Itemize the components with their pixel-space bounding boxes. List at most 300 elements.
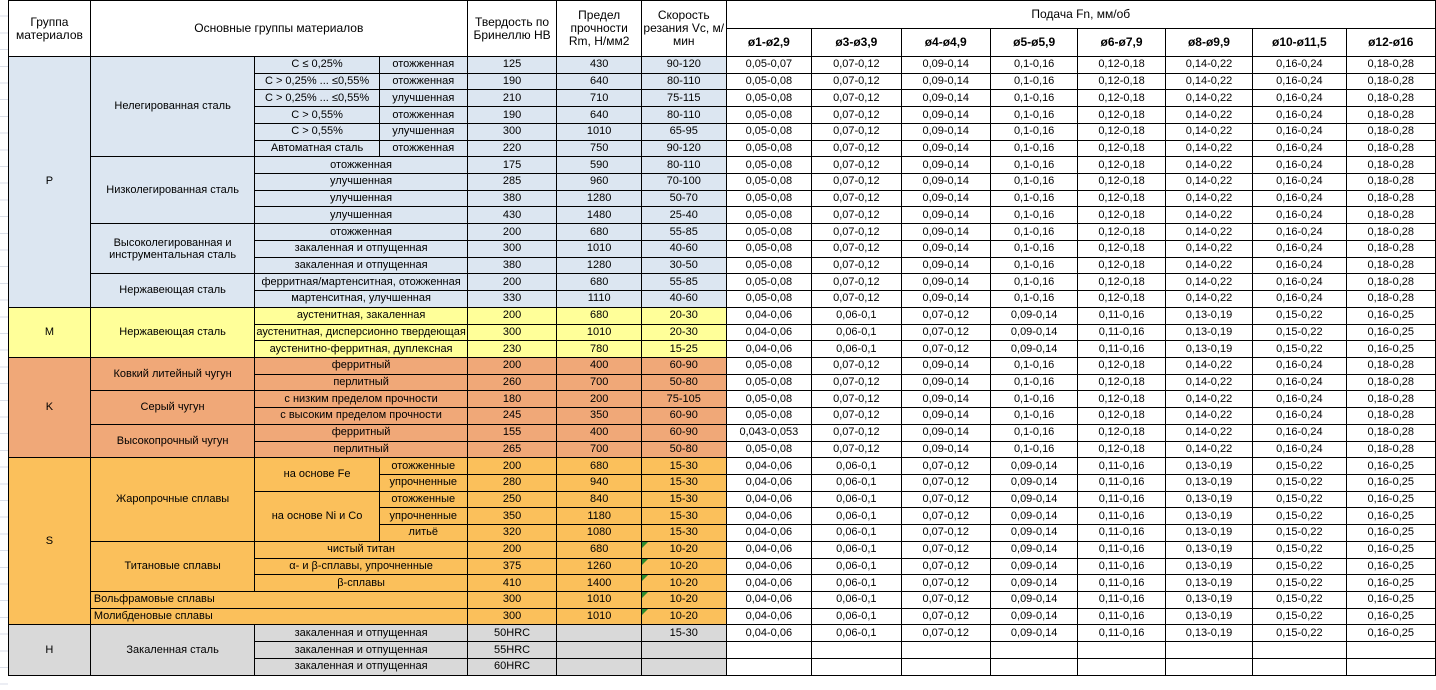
cell-feed bbox=[1078, 90, 1165, 107]
cell-hardness bbox=[467, 642, 557, 659]
cell-feed-text: 0,18-0,28 bbox=[1367, 292, 1414, 305]
cell-feed-text: 0,05-0,08 bbox=[745, 192, 793, 205]
cell-material bbox=[379, 57, 467, 74]
cell-feed bbox=[1165, 190, 1252, 207]
col-header-feed-diameter-text: ø10-ø11,5 bbox=[1272, 35, 1327, 49]
cell-feed-text: 0,06-0,1 bbox=[836, 309, 877, 322]
cell-feed bbox=[901, 608, 990, 625]
cell-feed bbox=[1165, 57, 1252, 74]
cell-feed bbox=[990, 508, 1077, 525]
cell-feed-text: 0,16-0,25 bbox=[1367, 526, 1414, 539]
cell-cutting-speed-text: 15-25 bbox=[669, 342, 698, 355]
cell-feed-text: 0,16-0,24 bbox=[1276, 58, 1323, 71]
cell-feed bbox=[901, 658, 990, 675]
cell-feed-text: 0,15-0,22 bbox=[1276, 509, 1323, 522]
cell-hardness bbox=[467, 525, 557, 542]
cell-material bbox=[255, 307, 467, 324]
cell-feed bbox=[726, 408, 812, 425]
cell-feed-text: 0,05-0,08 bbox=[745, 392, 793, 405]
col-header-cutting-speed-text: Скорость резания Vc, м/мин bbox=[643, 8, 725, 48]
cell-feed bbox=[1165, 491, 1252, 508]
cell-feed-text: 0,04-0,06 bbox=[745, 309, 793, 322]
cell-feed-text: 0,06-0,1 bbox=[836, 543, 877, 556]
cell-feed-text: 0,16-0,24 bbox=[1276, 225, 1323, 238]
cell-feed bbox=[901, 592, 990, 609]
col-header-feed-diameter bbox=[990, 29, 1077, 57]
cell-feed bbox=[990, 441, 1077, 458]
cell-feed bbox=[1078, 458, 1165, 475]
cell-material-text: ферритный bbox=[331, 426, 391, 439]
cell-feed bbox=[990, 592, 1077, 609]
cell-hardness bbox=[467, 458, 557, 475]
table-row bbox=[9, 224, 1436, 241]
cell-feed bbox=[1078, 341, 1165, 358]
cell-feed-text: 0,1-0,16 bbox=[1013, 359, 1055, 372]
cell-feed bbox=[1165, 274, 1252, 291]
cell-cutting-speed-text: 80-110 bbox=[667, 158, 701, 171]
cell-cutting-speed bbox=[641, 558, 726, 575]
cell-material-text: закаленная и отпущенная bbox=[294, 626, 428, 639]
cell-feed bbox=[1078, 642, 1165, 659]
cell-feed bbox=[1253, 458, 1346, 475]
cell-cutting-speed bbox=[641, 324, 726, 341]
cell-hardness bbox=[467, 441, 557, 458]
cell-feed bbox=[990, 458, 1077, 475]
cell-strength-text: 680 bbox=[589, 459, 609, 472]
cell-hardness bbox=[467, 592, 557, 609]
cell-feed bbox=[1253, 73, 1346, 90]
cell-hardness bbox=[467, 508, 557, 525]
cell-feed-text: 0,11-0,16 bbox=[1098, 626, 1145, 639]
cell-feed-text: 0,14-0,22 bbox=[1185, 75, 1233, 88]
cell-feed-text: 0,16-0,25 bbox=[1367, 325, 1414, 338]
cell-feed-text: 0,06-0,1 bbox=[836, 325, 877, 338]
cell-feed-text: 0,18-0,28 bbox=[1367, 392, 1414, 405]
cell-strength bbox=[557, 474, 642, 491]
cell-feed bbox=[812, 458, 901, 475]
cell-group-letter bbox=[9, 357, 91, 457]
cell-feed bbox=[1078, 274, 1165, 291]
table-row bbox=[9, 541, 1436, 558]
cell-feed-text: 0,15-0,22 bbox=[1276, 626, 1323, 639]
comment-indicator-icon bbox=[642, 575, 648, 581]
cell-feed-text: 0,04-0,06 bbox=[745, 526, 793, 539]
cell-hardness-text: 200 bbox=[502, 275, 522, 288]
cell-feed bbox=[812, 307, 901, 324]
cell-feed-text: 0,18-0,28 bbox=[1367, 376, 1414, 389]
cell-feed bbox=[726, 625, 812, 642]
cell-feed bbox=[812, 408, 901, 425]
cell-feed bbox=[1253, 123, 1346, 140]
cell-feed-text: 0,05-0,08 bbox=[745, 91, 793, 104]
cell-feed-text: 0,12-0,18 bbox=[1098, 258, 1145, 271]
cell-feed bbox=[1253, 525, 1346, 542]
cell-feed bbox=[990, 207, 1077, 224]
table-row bbox=[9, 57, 1436, 74]
cell-feed-text: 0,16-0,24 bbox=[1276, 242, 1323, 255]
cell-cutting-speed bbox=[641, 491, 726, 508]
cell-material-text: Высоколегированная и инструментальная сталь bbox=[109, 236, 237, 261]
cell-material bbox=[379, 140, 467, 157]
cell-feed-text: 0,05-0,08 bbox=[745, 108, 793, 121]
cell-feed bbox=[1346, 207, 1435, 224]
cell-feed bbox=[1165, 608, 1252, 625]
cell-material-text: Титановые сплавы bbox=[124, 559, 221, 572]
cell-feed bbox=[726, 224, 812, 241]
cell-cutting-speed-text: 10-20 bbox=[669, 610, 698, 623]
cell-feed-text: 0,1-0,16 bbox=[1013, 275, 1055, 288]
cell-feed-text: 0,06-0,1 bbox=[836, 342, 877, 355]
col-header-feed-diameter-text: ø12-ø16 bbox=[1368, 35, 1414, 49]
cell-material bbox=[255, 374, 467, 391]
cell-feed-text: 0,1-0,16 bbox=[1013, 192, 1055, 205]
cell-feed bbox=[726, 207, 812, 224]
cell-feed-text: 0,12-0,18 bbox=[1098, 442, 1145, 455]
cell-material-text: упрочненные bbox=[389, 476, 458, 489]
cell-feed bbox=[726, 391, 812, 408]
cell-feed-text: 0,13-0,19 bbox=[1185, 509, 1233, 522]
cell-hardness-text: 330 bbox=[502, 292, 522, 305]
cell-feed-text: 0,12-0,18 bbox=[1098, 359, 1145, 372]
cell-feed-text: 0,04-0,06 bbox=[745, 459, 793, 472]
cell-feed-text: 0,14-0,22 bbox=[1185, 242, 1233, 255]
cell-feed-text: 0,16-0,24 bbox=[1276, 125, 1323, 138]
cell-feed-text: 0,1-0,16 bbox=[1013, 108, 1055, 121]
cell-feed bbox=[1346, 341, 1435, 358]
cell-cutting-speed bbox=[641, 257, 726, 274]
cell-feed bbox=[726, 592, 812, 609]
cell-feed-text: 0,15-0,22 bbox=[1276, 342, 1323, 355]
cell-feed-text: 0,12-0,18 bbox=[1098, 208, 1145, 221]
cell-feed-text: 0,16-0,25 bbox=[1367, 342, 1414, 355]
cell-feed bbox=[1165, 157, 1252, 174]
cell-feed bbox=[812, 174, 901, 191]
cell-feed bbox=[901, 291, 990, 308]
cell-feed bbox=[901, 240, 990, 257]
cell-strength-text: 1280 bbox=[586, 258, 612, 271]
col-header-hardness-text: Твердость по Бринеллю HB bbox=[473, 14, 551, 42]
cell-feed bbox=[1165, 307, 1252, 324]
cell-feed bbox=[1253, 324, 1346, 341]
cell-feed bbox=[1346, 324, 1435, 341]
cell-strength-text: 680 bbox=[589, 309, 609, 322]
cell-feed-text: 0,18-0,28 bbox=[1367, 442, 1414, 455]
cell-feed bbox=[726, 291, 812, 308]
cell-cutting-speed-text: 75-115 bbox=[667, 91, 701, 104]
cell-strength-text: 1280 bbox=[586, 192, 612, 205]
cell-hardness-text: 230 bbox=[502, 342, 522, 355]
cell-feed-text: 0,05-0,08 bbox=[745, 175, 793, 188]
cell-feed-text: 0,09-0,14 bbox=[922, 125, 969, 138]
cell-material bbox=[255, 140, 379, 157]
col-header-main-groups bbox=[90, 1, 467, 57]
cell-material bbox=[255, 658, 467, 675]
cell-feed-text: 0,05-0,08 bbox=[745, 125, 793, 138]
cell-feed-text: 0,1-0,16 bbox=[1013, 292, 1055, 305]
cell-material bbox=[255, 424, 467, 441]
cell-group-letter bbox=[9, 307, 91, 357]
cell-feed bbox=[1253, 408, 1346, 425]
cell-feed bbox=[1078, 658, 1165, 675]
cell-feed bbox=[990, 224, 1077, 241]
cell-feed-text: 0,13-0,19 bbox=[1185, 626, 1233, 639]
cell-material bbox=[255, 408, 467, 425]
cell-feed bbox=[901, 424, 990, 441]
cell-hardness bbox=[467, 408, 557, 425]
col-header-feed-diameter bbox=[1165, 29, 1252, 57]
cell-feed bbox=[990, 408, 1077, 425]
cell-feed-text: 0,16-0,25 bbox=[1367, 509, 1414, 522]
col-header-feed-diameter-text: ø5-ø5,9 bbox=[1013, 35, 1056, 49]
cell-cutting-speed bbox=[641, 90, 726, 107]
cell-hardness bbox=[467, 291, 557, 308]
cell-feed bbox=[1253, 90, 1346, 107]
cell-hardness bbox=[467, 73, 557, 90]
cell-feed-text: 0,14-0,22 bbox=[1185, 442, 1233, 455]
cell-hardness-text: 265 bbox=[502, 442, 522, 455]
cell-feed-text: 0,11-0,16 bbox=[1098, 559, 1145, 572]
cell-feed-text: 0,09-0,14 bbox=[1010, 459, 1058, 472]
cell-feed-text: 0,04-0,06 bbox=[745, 342, 793, 355]
cell-feed bbox=[1253, 140, 1346, 157]
cell-feed bbox=[1253, 508, 1346, 525]
cell-feed bbox=[1346, 558, 1435, 575]
cell-feed-text: 0,14-0,22 bbox=[1185, 192, 1233, 205]
cell-feed bbox=[726, 57, 812, 74]
cell-feed bbox=[1078, 140, 1165, 157]
cell-feed bbox=[812, 207, 901, 224]
col-header-strength bbox=[557, 1, 642, 57]
cell-strength-text: 1010 bbox=[586, 325, 612, 338]
cell-feed bbox=[990, 541, 1077, 558]
cell-feed bbox=[1346, 307, 1435, 324]
cell-material-text: C ≤ 0,25% bbox=[291, 58, 343, 71]
cell-feed bbox=[1165, 625, 1252, 642]
table-row bbox=[9, 157, 1436, 174]
cell-material-text: перлитный bbox=[333, 442, 389, 455]
cell-hardness-text: 55HRC bbox=[494, 643, 531, 656]
cell-feed bbox=[901, 391, 990, 408]
cell-cutting-speed bbox=[641, 525, 726, 542]
cell-hardness bbox=[467, 90, 557, 107]
cell-material bbox=[90, 592, 467, 609]
cell-feed bbox=[990, 291, 1077, 308]
cell-feed-text: 0,1-0,16 bbox=[1013, 426, 1055, 439]
cell-feed-text: 0,09-0,14 bbox=[922, 242, 969, 255]
cell-feed bbox=[1346, 525, 1435, 542]
table-body bbox=[9, 57, 1436, 676]
cell-feed bbox=[726, 541, 812, 558]
cell-cutting-speed bbox=[641, 441, 726, 458]
cell-strength bbox=[557, 558, 642, 575]
cell-feed-text: 0,09-0,14 bbox=[1010, 509, 1058, 522]
cell-feed bbox=[901, 441, 990, 458]
cell-material-text: на основе Ni и Co bbox=[271, 509, 363, 522]
cell-feed-text: 0,15-0,22 bbox=[1276, 476, 1323, 489]
cell-feed bbox=[1346, 424, 1435, 441]
cell-feed-text: 0,13-0,19 bbox=[1185, 593, 1233, 606]
cell-feed-text: 0,12-0,18 bbox=[1098, 75, 1145, 88]
cell-material bbox=[90, 625, 255, 675]
cell-feed bbox=[1253, 341, 1346, 358]
cell-feed-text: 0,12-0,18 bbox=[1098, 225, 1145, 238]
cell-cutting-speed bbox=[641, 608, 726, 625]
cell-material bbox=[255, 291, 467, 308]
cell-feed bbox=[1165, 658, 1252, 675]
cell-feed bbox=[901, 508, 990, 525]
cell-feed bbox=[1165, 357, 1252, 374]
col-header-feed-diameter-text: ø6-ø7,9 bbox=[1100, 35, 1143, 49]
cell-feed-text: 0,07-0,12 bbox=[922, 559, 969, 572]
cell-feed-text: 0,1-0,16 bbox=[1013, 58, 1055, 71]
col-header-feed-diameter bbox=[1346, 29, 1435, 57]
cell-feed-text: 0,09-0,14 bbox=[922, 426, 969, 439]
cell-feed bbox=[726, 658, 812, 675]
cell-feed bbox=[812, 491, 901, 508]
table-row bbox=[9, 391, 1436, 408]
cell-feed bbox=[1078, 207, 1165, 224]
cell-cutting-speed-text: 25-40 bbox=[669, 208, 698, 221]
cell-feed-text: 0,07-0,12 bbox=[922, 593, 969, 606]
cell-feed bbox=[1253, 424, 1346, 441]
cell-feed bbox=[726, 341, 812, 358]
cell-strength bbox=[557, 123, 642, 140]
cell-feed-text: 0,09-0,14 bbox=[922, 359, 969, 372]
cell-feed-text: 0,11-0,16 bbox=[1098, 325, 1145, 338]
cell-material-text: отожженная bbox=[330, 225, 392, 238]
table-row bbox=[9, 625, 1436, 642]
comment-indicator-icon bbox=[642, 592, 648, 598]
cell-feed bbox=[990, 73, 1077, 90]
cell-feed bbox=[1346, 123, 1435, 140]
cell-hardness-text: 180 bbox=[502, 392, 522, 405]
cell-feed bbox=[1346, 257, 1435, 274]
cell-feed bbox=[1078, 608, 1165, 625]
cell-feed-text: 0,16-0,24 bbox=[1276, 376, 1323, 389]
cell-feed bbox=[1346, 441, 1435, 458]
cell-feed-text: 0,06-0,1 bbox=[836, 459, 877, 472]
cell-material bbox=[255, 257, 467, 274]
cell-material bbox=[379, 73, 467, 90]
table-row bbox=[9, 274, 1436, 291]
cell-cutting-speed bbox=[641, 642, 726, 659]
cell-feed bbox=[726, 424, 812, 441]
cell-feed bbox=[1078, 257, 1165, 274]
cell-feed-text: 0,06-0,1 bbox=[836, 493, 877, 506]
cell-cutting-speed bbox=[641, 374, 726, 391]
cell-material bbox=[379, 474, 467, 491]
cell-feed bbox=[1165, 441, 1252, 458]
cell-feed-text: 0,09-0,14 bbox=[1010, 526, 1058, 539]
cell-material-text: отожженная bbox=[392, 108, 455, 121]
cell-feed-text: 0,1-0,16 bbox=[1013, 208, 1055, 221]
cell-hardness-text: 200 bbox=[502, 225, 522, 238]
cell-feed bbox=[990, 90, 1077, 107]
cell-feed bbox=[726, 508, 812, 525]
cell-material bbox=[379, 491, 467, 508]
cell-feed-text: 0,09-0,14 bbox=[922, 292, 969, 305]
cell-material bbox=[255, 642, 467, 659]
cell-strength-text: 1400 bbox=[586, 576, 612, 589]
cell-material bbox=[255, 274, 467, 291]
cell-feed bbox=[990, 57, 1077, 74]
cell-feed bbox=[1253, 190, 1346, 207]
col-header-feed-diameter bbox=[1078, 29, 1165, 57]
cell-feed bbox=[726, 608, 812, 625]
cell-feed-text: 0,11-0,16 bbox=[1098, 493, 1145, 506]
cell-feed bbox=[812, 274, 901, 291]
cell-feed-text: 0,09-0,14 bbox=[922, 442, 969, 455]
cell-hardness bbox=[467, 140, 557, 157]
cell-feed bbox=[1078, 174, 1165, 191]
col-header-material-group bbox=[9, 1, 91, 57]
cell-feed-text: 0,15-0,22 bbox=[1276, 325, 1323, 338]
cell-hardness bbox=[467, 608, 557, 625]
cell-material-text: Нержавеющая сталь bbox=[119, 284, 226, 297]
cell-feed bbox=[1165, 341, 1252, 358]
cell-hardness-text: 125 bbox=[502, 58, 522, 71]
cell-feed bbox=[812, 424, 901, 441]
cell-material-text: Нелегированная сталь bbox=[114, 100, 231, 113]
cell-material bbox=[255, 157, 467, 174]
cell-feed-text: 0,04-0,06 bbox=[745, 626, 793, 639]
cell-feed-text: 0,18-0,28 bbox=[1367, 359, 1414, 372]
cell-feed-text: 0,14-0,22 bbox=[1185, 125, 1233, 138]
cell-feed bbox=[901, 541, 990, 558]
cell-feed-text: 0,07-0,12 bbox=[833, 392, 880, 405]
cell-feed-text: 0,1-0,16 bbox=[1013, 258, 1055, 271]
cell-feed bbox=[726, 73, 812, 90]
cell-feed-text: 0,09-0,14 bbox=[922, 409, 969, 422]
cell-feed bbox=[726, 107, 812, 124]
cell-hardness-text: 50HRC bbox=[494, 626, 531, 639]
cell-cutting-speed bbox=[641, 73, 726, 90]
cell-strength bbox=[557, 424, 642, 441]
cell-cutting-speed bbox=[641, 307, 726, 324]
cell-feed bbox=[1078, 441, 1165, 458]
cell-cutting-speed bbox=[641, 408, 726, 425]
cell-feed-text: 0,09-0,14 bbox=[922, 392, 969, 405]
cell-hardness-text: 175 bbox=[502, 158, 522, 171]
cell-hardness bbox=[467, 541, 557, 558]
cell-strength bbox=[557, 508, 642, 525]
cell-feed bbox=[1346, 592, 1435, 609]
cell-feed-text: 0,16-0,25 bbox=[1367, 543, 1414, 556]
cell-feed-text: 0,16-0,24 bbox=[1276, 108, 1323, 121]
cell-feed-text: 0,07-0,12 bbox=[922, 493, 969, 506]
cell-material-text: закаленная и отпущенная bbox=[294, 660, 428, 673]
cell-group-letter bbox=[9, 625, 91, 675]
cell-feed bbox=[1346, 474, 1435, 491]
cell-feed-text: 0,14-0,22 bbox=[1185, 225, 1233, 238]
cell-feed-text: 0,09-0,14 bbox=[922, 58, 969, 71]
cell-feed bbox=[990, 107, 1077, 124]
cell-strength-text: 1260 bbox=[586, 559, 612, 572]
cell-feed-text: 0,07-0,12 bbox=[833, 75, 880, 88]
cell-feed-text: 0,07-0,12 bbox=[922, 509, 969, 522]
cell-feed-text: 0,13-0,19 bbox=[1185, 459, 1233, 472]
cell-feed bbox=[1078, 575, 1165, 592]
cell-feed-text: 0,06-0,1 bbox=[836, 509, 877, 522]
cell-material bbox=[379, 107, 467, 124]
col-header-feed-diameter bbox=[1253, 29, 1346, 57]
cell-cutting-speed bbox=[641, 658, 726, 675]
cell-feed-text: 0,07-0,12 bbox=[833, 208, 880, 221]
cell-feed bbox=[990, 491, 1077, 508]
cell-feed-text: 0,05-0,08 bbox=[745, 409, 793, 422]
cell-material-text: α- и β-сплавы, упрочненные bbox=[289, 559, 433, 572]
col-header-feed-diameter bbox=[726, 29, 812, 57]
